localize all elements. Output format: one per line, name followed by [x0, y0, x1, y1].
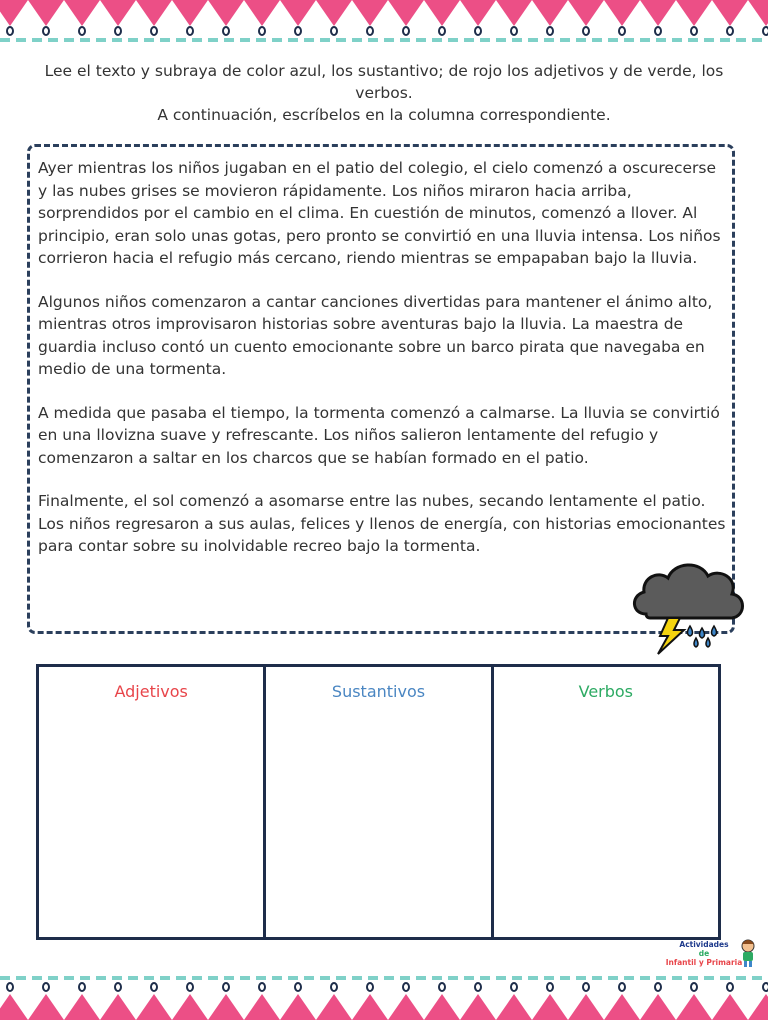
reading-paragraph-1: Ayer mientras los niños jugaban en el patio del colegio, el cielo comenzó a oscurecerse y las nubes grises se movieron rápidamente. Los niños miraron hacia arriba, sorprendidos por el cambio en el clima. En cuestión de minutos, comenzó a llover. Al principio, eran solo unas gotas, pero pronto se convirtió en una lluvia intensa. Los niños corrieron hacia el refugio más cercano, riendo mientras se empapaban bajo la lluvia. — [38, 159, 721, 267]
border-triangle — [676, 0, 712, 26]
instructions-line-2: A continuación, escríbelos en la columna correspondiente. — [157, 106, 611, 124]
column-adjetivos[interactable] — [39, 667, 266, 937]
logo-line-3: Infantil y Primaria — [665, 958, 743, 967]
border-triangle — [316, 0, 352, 26]
storm-cloud-icon — [628, 556, 750, 656]
brand-logo — [664, 940, 744, 967]
border-triangle — [532, 0, 568, 26]
border-dot — [115, 983, 121, 991]
border-dot — [619, 983, 625, 991]
border-dot — [583, 983, 589, 991]
border-dot — [295, 983, 301, 991]
lightning-bolt-icon — [658, 618, 684, 654]
border-dot — [115, 27, 121, 35]
border-dot — [727, 983, 733, 991]
border-dot — [547, 983, 553, 991]
border-dot — [547, 27, 553, 35]
border-triangle — [244, 994, 280, 1020]
border-triangle — [604, 0, 640, 26]
instructions-line-1: Lee el texto y subraya de color azul, los sustantivo; de rojo los adjetivos y de verde, los verbos. — [44, 62, 724, 102]
border-triangle — [604, 994, 640, 1020]
border-dot — [151, 27, 157, 35]
border-dot — [367, 983, 373, 991]
border-triangle — [280, 0, 316, 26]
border-dot — [655, 27, 661, 35]
border-dot — [439, 27, 445, 35]
border-triangle — [712, 994, 748, 1020]
border-dot — [475, 27, 481, 35]
border-dot — [727, 27, 733, 35]
border-dot — [367, 27, 373, 35]
border-triangle — [136, 994, 172, 1020]
border-triangle — [676, 994, 712, 1020]
border-dot — [295, 27, 301, 35]
column-verbos[interactable] — [494, 667, 718, 937]
border-triangle — [244, 0, 280, 26]
border-dot — [7, 27, 13, 35]
border-dot — [763, 983, 768, 991]
border-triangle — [460, 994, 496, 1020]
border-dot — [259, 983, 265, 991]
border-dot — [79, 27, 85, 35]
border-dot — [223, 983, 229, 991]
border-triangle — [136, 0, 172, 26]
border-triangle — [496, 994, 532, 1020]
column-header-sustantivos: Sustantivos — [331, 682, 426, 701]
border-triangle — [352, 0, 388, 26]
border-triangle — [748, 994, 768, 1020]
border-triangle — [64, 994, 100, 1020]
border-dot — [403, 983, 409, 991]
reading-paragraph-2: Algunos niños comenzaron a cantar canciones divertidas para mantener el ánimo alto, mientras otros improvisaron historias sobre aventuras bajo la lluvia. La maestra de guardia incluso contó un cuento emocionante sobre un barco pirata que navegaba en medio de una tormenta. — [38, 292, 713, 378]
border-triangle — [316, 994, 352, 1020]
border-triangle — [640, 0, 676, 26]
column-header-adjetivos: Adjetivos — [114, 682, 188, 701]
logo-line-2: de — [698, 949, 710, 958]
border-dot — [439, 983, 445, 991]
border-dot — [655, 983, 661, 991]
border-triangle — [100, 994, 136, 1020]
border-triangle — [64, 0, 100, 26]
instructions — [40, 60, 728, 126]
border-triangle — [172, 0, 208, 26]
border-dot — [511, 983, 517, 991]
child-mascot-icon — [736, 938, 760, 968]
border-dot — [511, 27, 517, 35]
border-triangle — [424, 994, 460, 1020]
border-dot — [763, 27, 768, 35]
border-dot — [43, 983, 49, 991]
column-sustantivos[interactable] — [266, 667, 493, 937]
border-dot — [331, 983, 337, 991]
border-triangle — [460, 0, 496, 26]
border-triangle — [208, 994, 244, 1020]
border-triangle — [532, 994, 568, 1020]
reading-paragraph-3: A medida que pasaba el tiempo, la tormenta comenzó a calmarse. La lluvia se convirtió en una llovizna suave y refrescante. Los niños salieron lentamente del refugio y comenzaron a saltar en los charcos que se habían formado en el patio. — [38, 403, 720, 467]
border-triangle — [172, 994, 208, 1020]
border-triangle — [388, 0, 424, 26]
border-dot — [79, 983, 85, 991]
border-dot — [7, 983, 13, 991]
border-dot — [259, 27, 265, 35]
border-triangle — [0, 994, 28, 1020]
border-triangle — [100, 0, 136, 26]
border-triangle — [208, 0, 244, 26]
column-header-verbos: Verbos — [578, 682, 634, 701]
border-dot — [151, 983, 157, 991]
border-triangle — [28, 0, 64, 26]
border-dot — [475, 983, 481, 991]
logo-line-1: Actividades — [679, 940, 729, 949]
border-dot — [187, 27, 193, 35]
bottom-decorative-border — [0, 972, 768, 1020]
border-dot — [403, 27, 409, 35]
border-dot — [691, 27, 697, 35]
border-triangle — [352, 994, 388, 1020]
border-triangle — [0, 0, 28, 26]
answer-table — [36, 664, 721, 940]
border-triangle — [640, 994, 676, 1020]
border-triangle — [568, 0, 604, 26]
border-triangle — [424, 0, 460, 26]
border-dot — [187, 983, 193, 991]
top-decorative-border — [0, 0, 768, 48]
border-triangle — [280, 994, 316, 1020]
rain-drops-icon — [688, 626, 717, 647]
reading-text — [38, 157, 728, 579]
border-triangle — [496, 0, 532, 26]
border-triangle — [712, 0, 748, 26]
border-triangle — [748, 0, 768, 26]
border-dot — [583, 27, 589, 35]
border-triangle — [28, 994, 64, 1020]
border-triangle — [568, 994, 604, 1020]
border-dot — [43, 27, 49, 35]
border-dot — [691, 983, 697, 991]
reading-paragraph-4: Finalmente, el sol comenzó a asomarse entre las nubes, secando lentamente el patio. Los niños regresaron a sus aulas, felices y llenos de energía, con historias emocionantes para contar sobre su inolvidable recreo bajo la tormenta. — [38, 492, 726, 555]
border-dot — [223, 27, 229, 35]
border-dot — [619, 27, 625, 35]
border-dot — [331, 27, 337, 35]
border-triangle — [388, 994, 424, 1020]
